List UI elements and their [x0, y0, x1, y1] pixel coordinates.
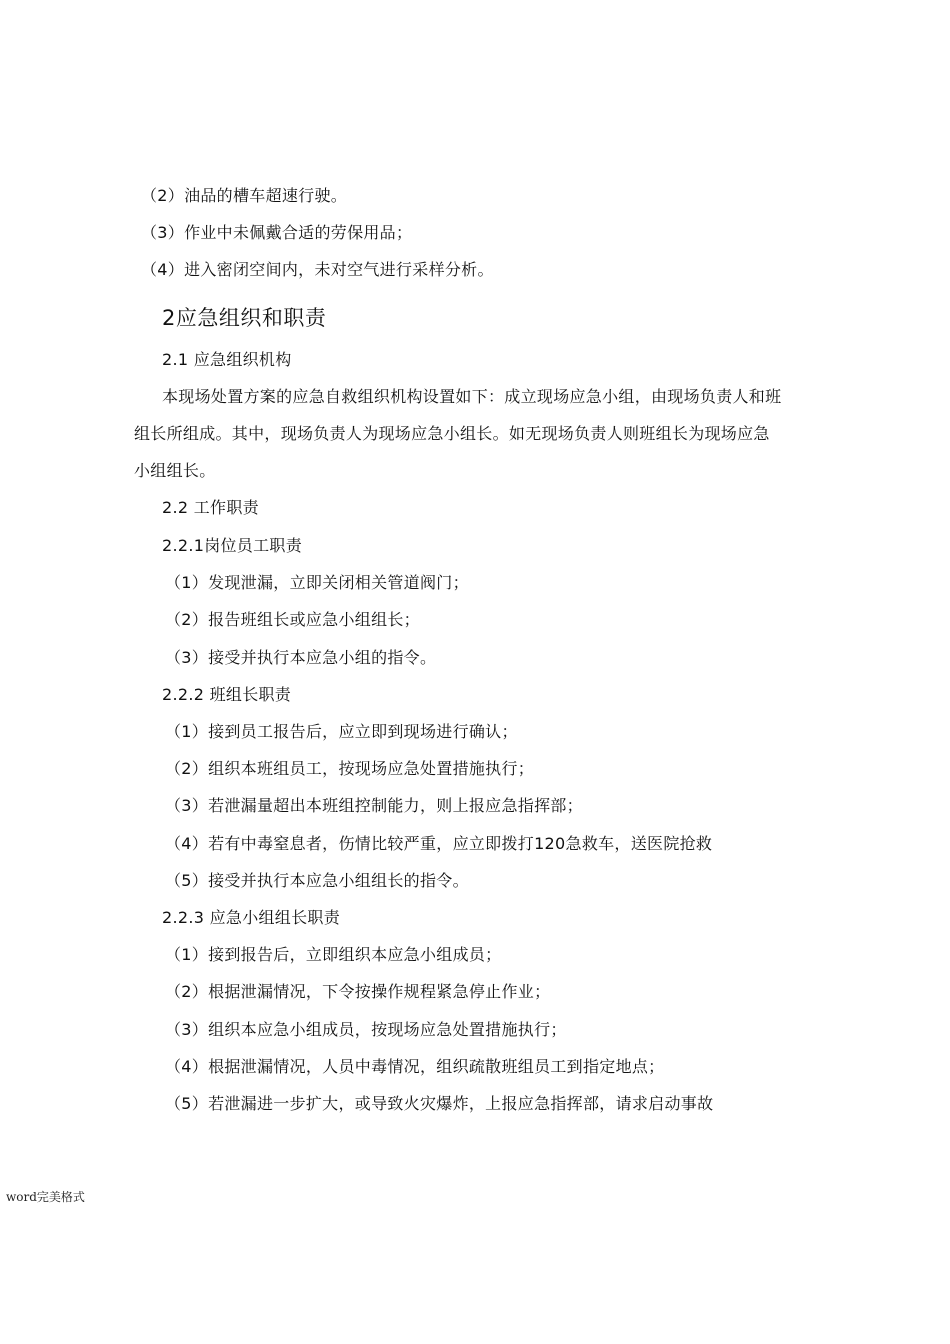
subsection-heading-2-1: 2.1 应急组织机构	[162, 350, 292, 369]
list-item: （5）接受并执行本应急小组组长的指令。	[165, 871, 469, 890]
footer-watermark: word完美格式	[6, 1190, 85, 1204]
list-item: （4）根据泄漏情况，人员中毒情况，组织疏散班组员工到指定地点；	[165, 1057, 665, 1076]
subsection-heading-2-2-3: 2.2.3 应急小组组长职责	[162, 908, 340, 927]
intro-item-2: （2）油品的槽车超速行驶。	[141, 186, 348, 205]
subsection-heading-2-2-2: 2.2.2 班组长职责	[162, 685, 292, 704]
intro-item-4: （4）进入密闭空间内，未对空气进行采样分析。	[141, 260, 494, 279]
paragraph-line: 本现场处置方案的应急自救组织机构设置如下：成立现场应急小组，由现场负责人和班	[162, 387, 782, 406]
list-item: （2）组织本班组员工，按现场应急处置措施执行；	[165, 759, 535, 778]
list-item: （1）发现泄漏，立即关闭相关管道阀门；	[165, 573, 469, 592]
list-item: （2）报告班组长或应急小组组长；	[165, 610, 420, 629]
list-item: （3）接受并执行本应急小组的指令。	[165, 648, 437, 667]
paragraph-line: 小组组长。	[134, 461, 216, 480]
list-item: （1）接到员工报告后，应立即到现场进行确认；	[165, 722, 518, 741]
list-item: （4）若有中毒窒息者，伤情比较严重，应立即拨打120急救车，送医院抢救	[165, 834, 713, 853]
paragraph-line: 组长所组成。其中，现场负责人为现场应急小组长。如无现场负责人则班组长为现场应急	[134, 424, 770, 443]
section-heading: 2应急组织和职责	[162, 306, 327, 330]
list-item: （5）若泄漏进一步扩大，或导致火灾爆炸，上报应急指挥部，请求启动事故	[165, 1094, 714, 1113]
list-item: （3）若泄漏量超出本班组控制能力，则上报应急指挥部；	[165, 796, 583, 815]
list-item: （1）接到报告后，立即组织本应急小组成员；	[165, 945, 502, 964]
subsection-heading-2-2: 2.2 工作职责	[162, 498, 259, 517]
intro-item-3: （3）作业中未佩戴合适的劳保用品；	[141, 223, 413, 242]
list-item: （3）组织本应急小组成员，按现场应急处置措施执行；	[165, 1020, 567, 1039]
subsection-heading-2-2-1: 2.2.1岗位员工职责	[162, 536, 303, 555]
list-item: （2）根据泄漏情况，下令按操作规程紧急停止作业；	[165, 982, 551, 1001]
